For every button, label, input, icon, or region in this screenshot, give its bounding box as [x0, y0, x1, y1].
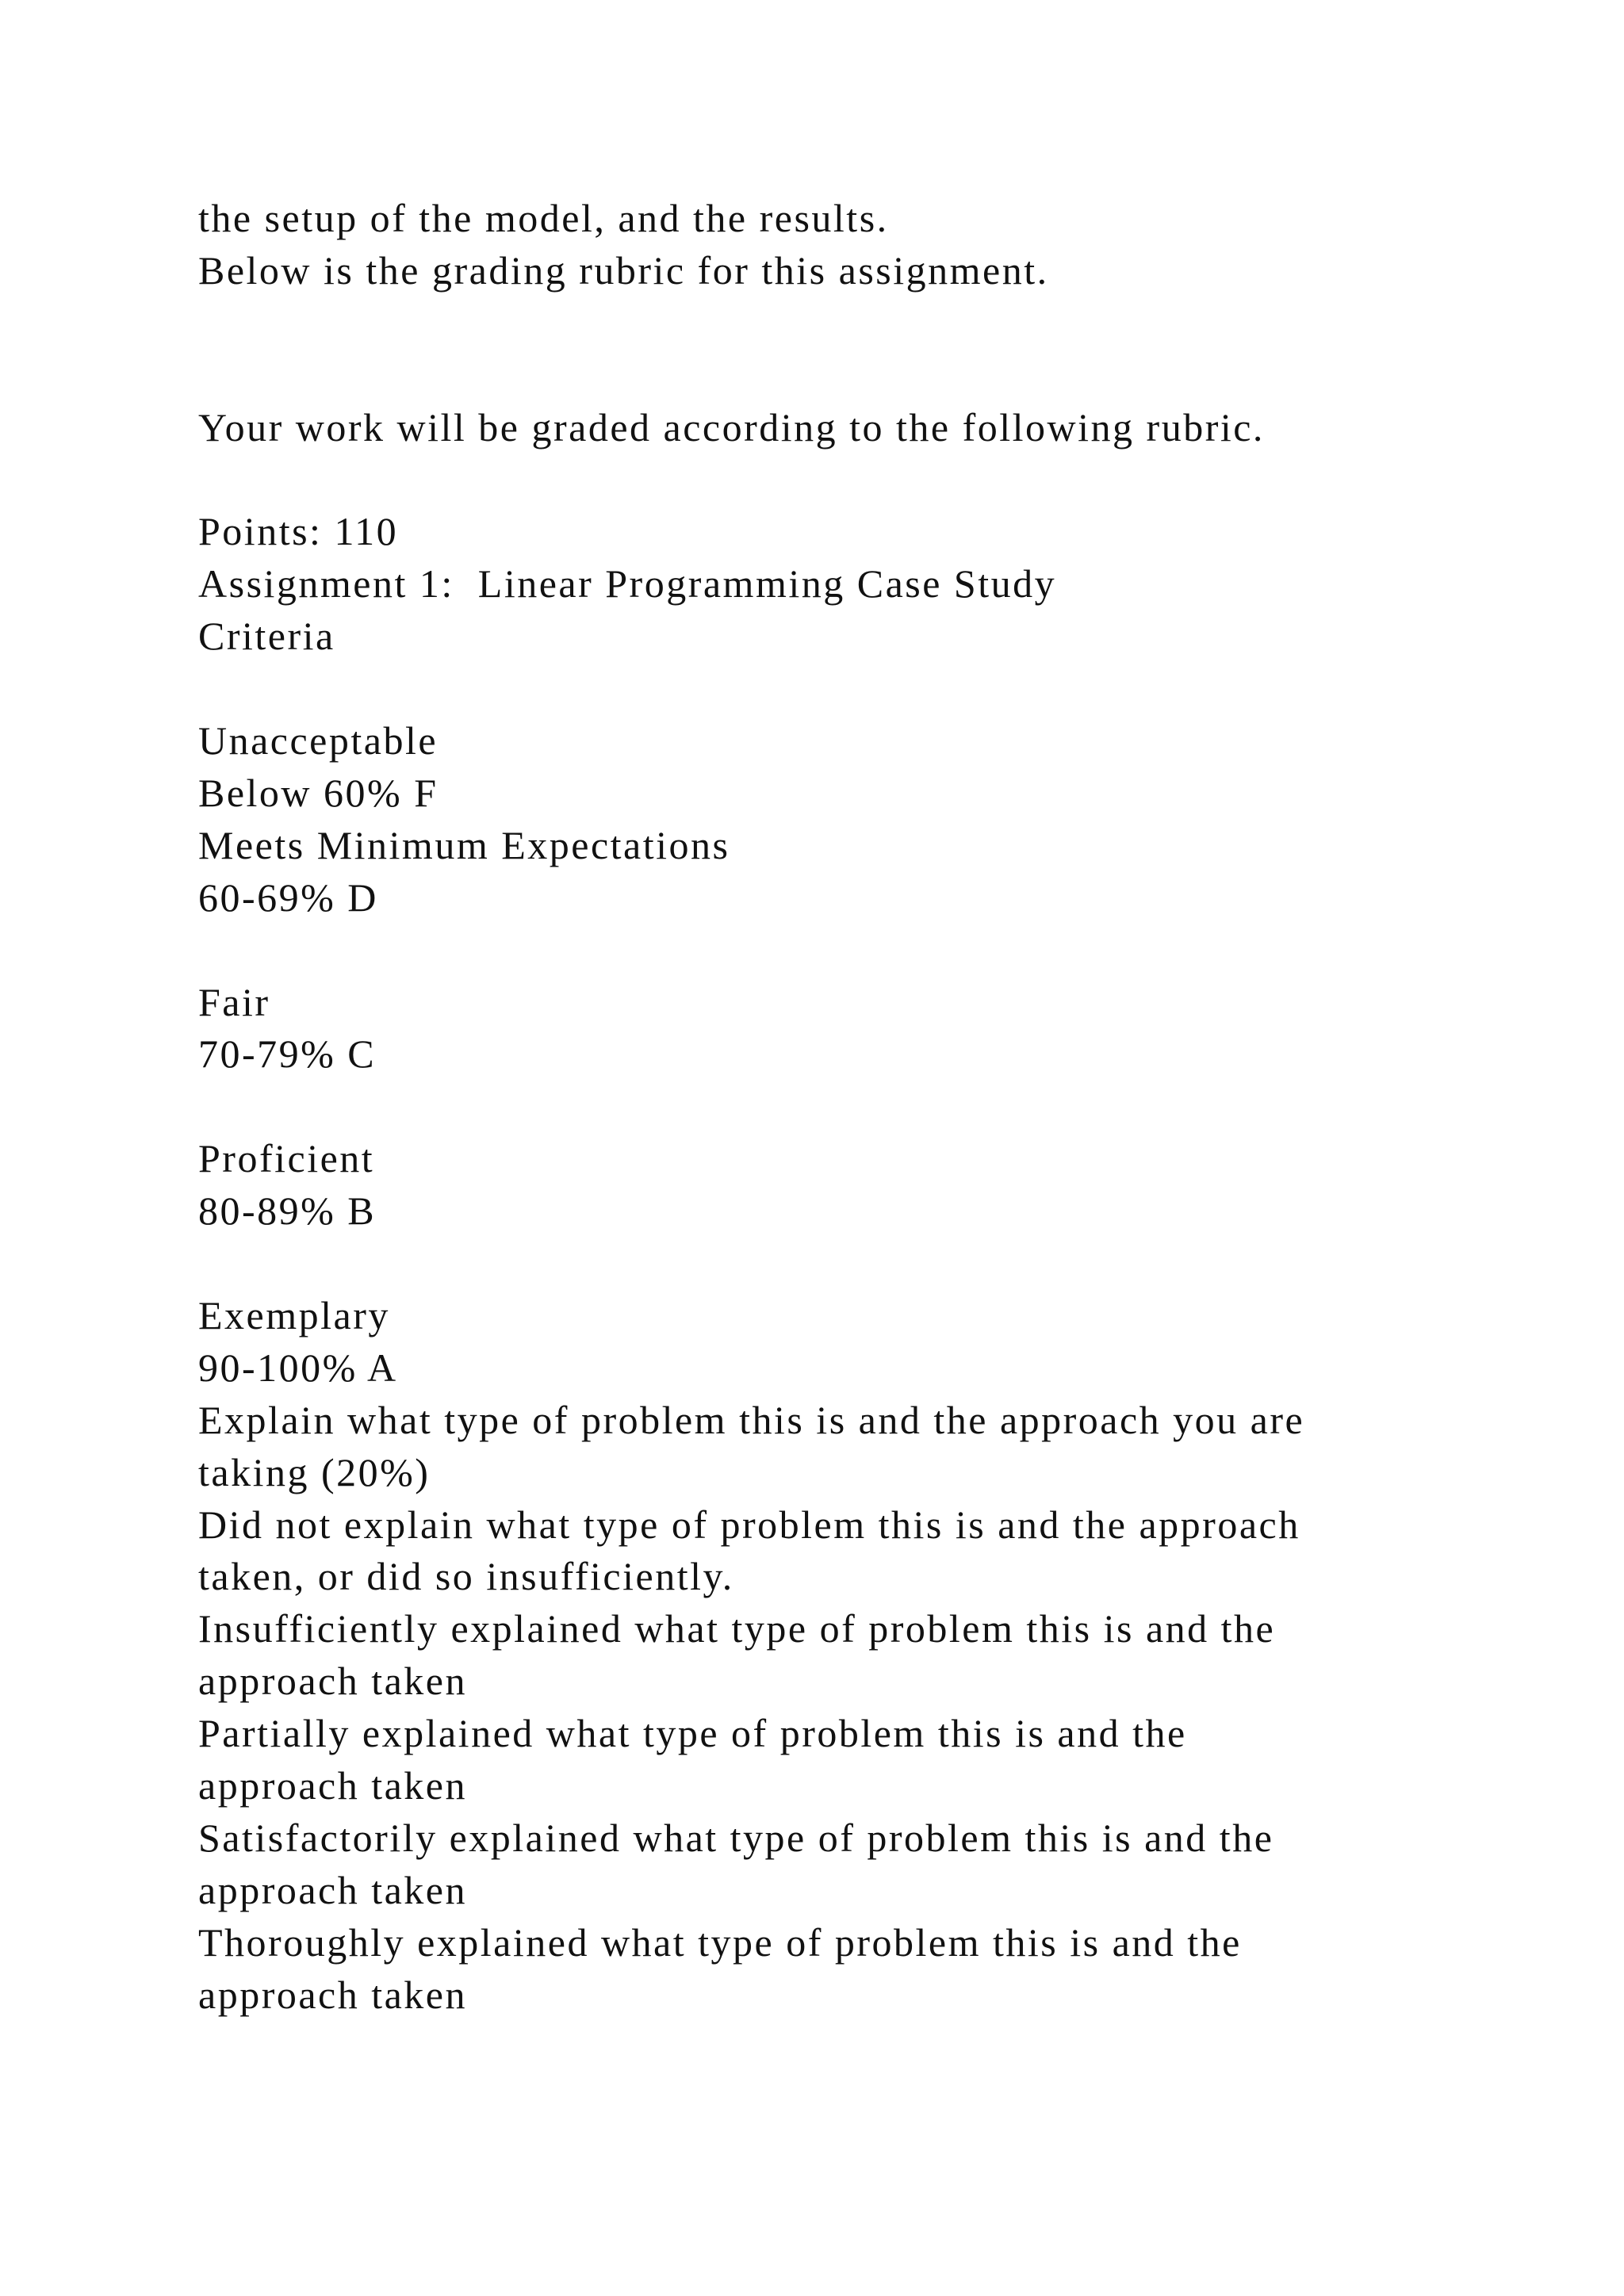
points-line: Points: 110 [198, 509, 399, 554]
descriptor-unacceptable: taken, or did so insufficiently. [198, 1554, 734, 1599]
rating-range-exemplary: 90-100% A [198, 1345, 398, 1390]
descriptor-unacceptable: Did not explain what type of problem this is and the approach [198, 1502, 1300, 1547]
rating-range-proficient: 80-89% B [198, 1188, 377, 1234]
descriptor-fair: approach taken [198, 1763, 468, 1808]
text-line: the setup of the model, and the results. [198, 196, 889, 240]
blank-line [198, 663, 1546, 715]
text-line: Your work will be graded according to the following rubric. [198, 404, 1265, 450]
criterion-text: Explain what type of problem this is and the approach you are [198, 1397, 1305, 1442]
rating-label-unacceptable: Unacceptable [198, 718, 439, 763]
blank-line [198, 1081, 1546, 1133]
descriptor-proficient: Satisfactorily explained what type of problem this is and the [198, 1815, 1274, 1860]
criteria-heading: Criteria [198, 614, 335, 659]
assignment-title: Assignment 1: Linear Programming Case Study [198, 561, 1057, 607]
criterion-text: taking (20%) [198, 1449, 431, 1494]
rating-label-fair: Fair [198, 979, 270, 1024]
blank-line [198, 350, 1546, 402]
rating-label-proficient: Proficient [198, 1136, 375, 1181]
blank-line [198, 297, 1546, 350]
document-text [198, 193, 1546, 2022]
rating-range-minimum: 60-69% D [198, 874, 378, 920]
rating-range-fair: 70-79% C [198, 1031, 377, 1077]
text-line: Below is the grading rubric for this assignment. [198, 247, 1049, 293]
rating-label-exemplary: Exemplary [198, 1292, 390, 1337]
rating-range-unacceptable: Below 60% F [198, 770, 439, 815]
descriptor-proficient: approach taken [198, 1867, 468, 1912]
blank-line [198, 924, 1546, 977]
blank-line [198, 1238, 1546, 1290]
descriptor-exemplary: Thoroughly explained what type of problem this is and the [198, 1919, 1242, 1965]
descriptor-fair: Partially explained what type of problem this is and the [198, 1711, 1187, 1756]
rating-label-minimum: Meets Minimum Expectations [198, 822, 730, 867]
descriptor-minimum: Insufficiently explained what type of problem this is and the [198, 1606, 1276, 1651]
descriptor-exemplary: approach taken [198, 1972, 468, 2017]
blank-line [198, 454, 1546, 507]
descriptor-minimum: approach taken [198, 1659, 468, 1704]
